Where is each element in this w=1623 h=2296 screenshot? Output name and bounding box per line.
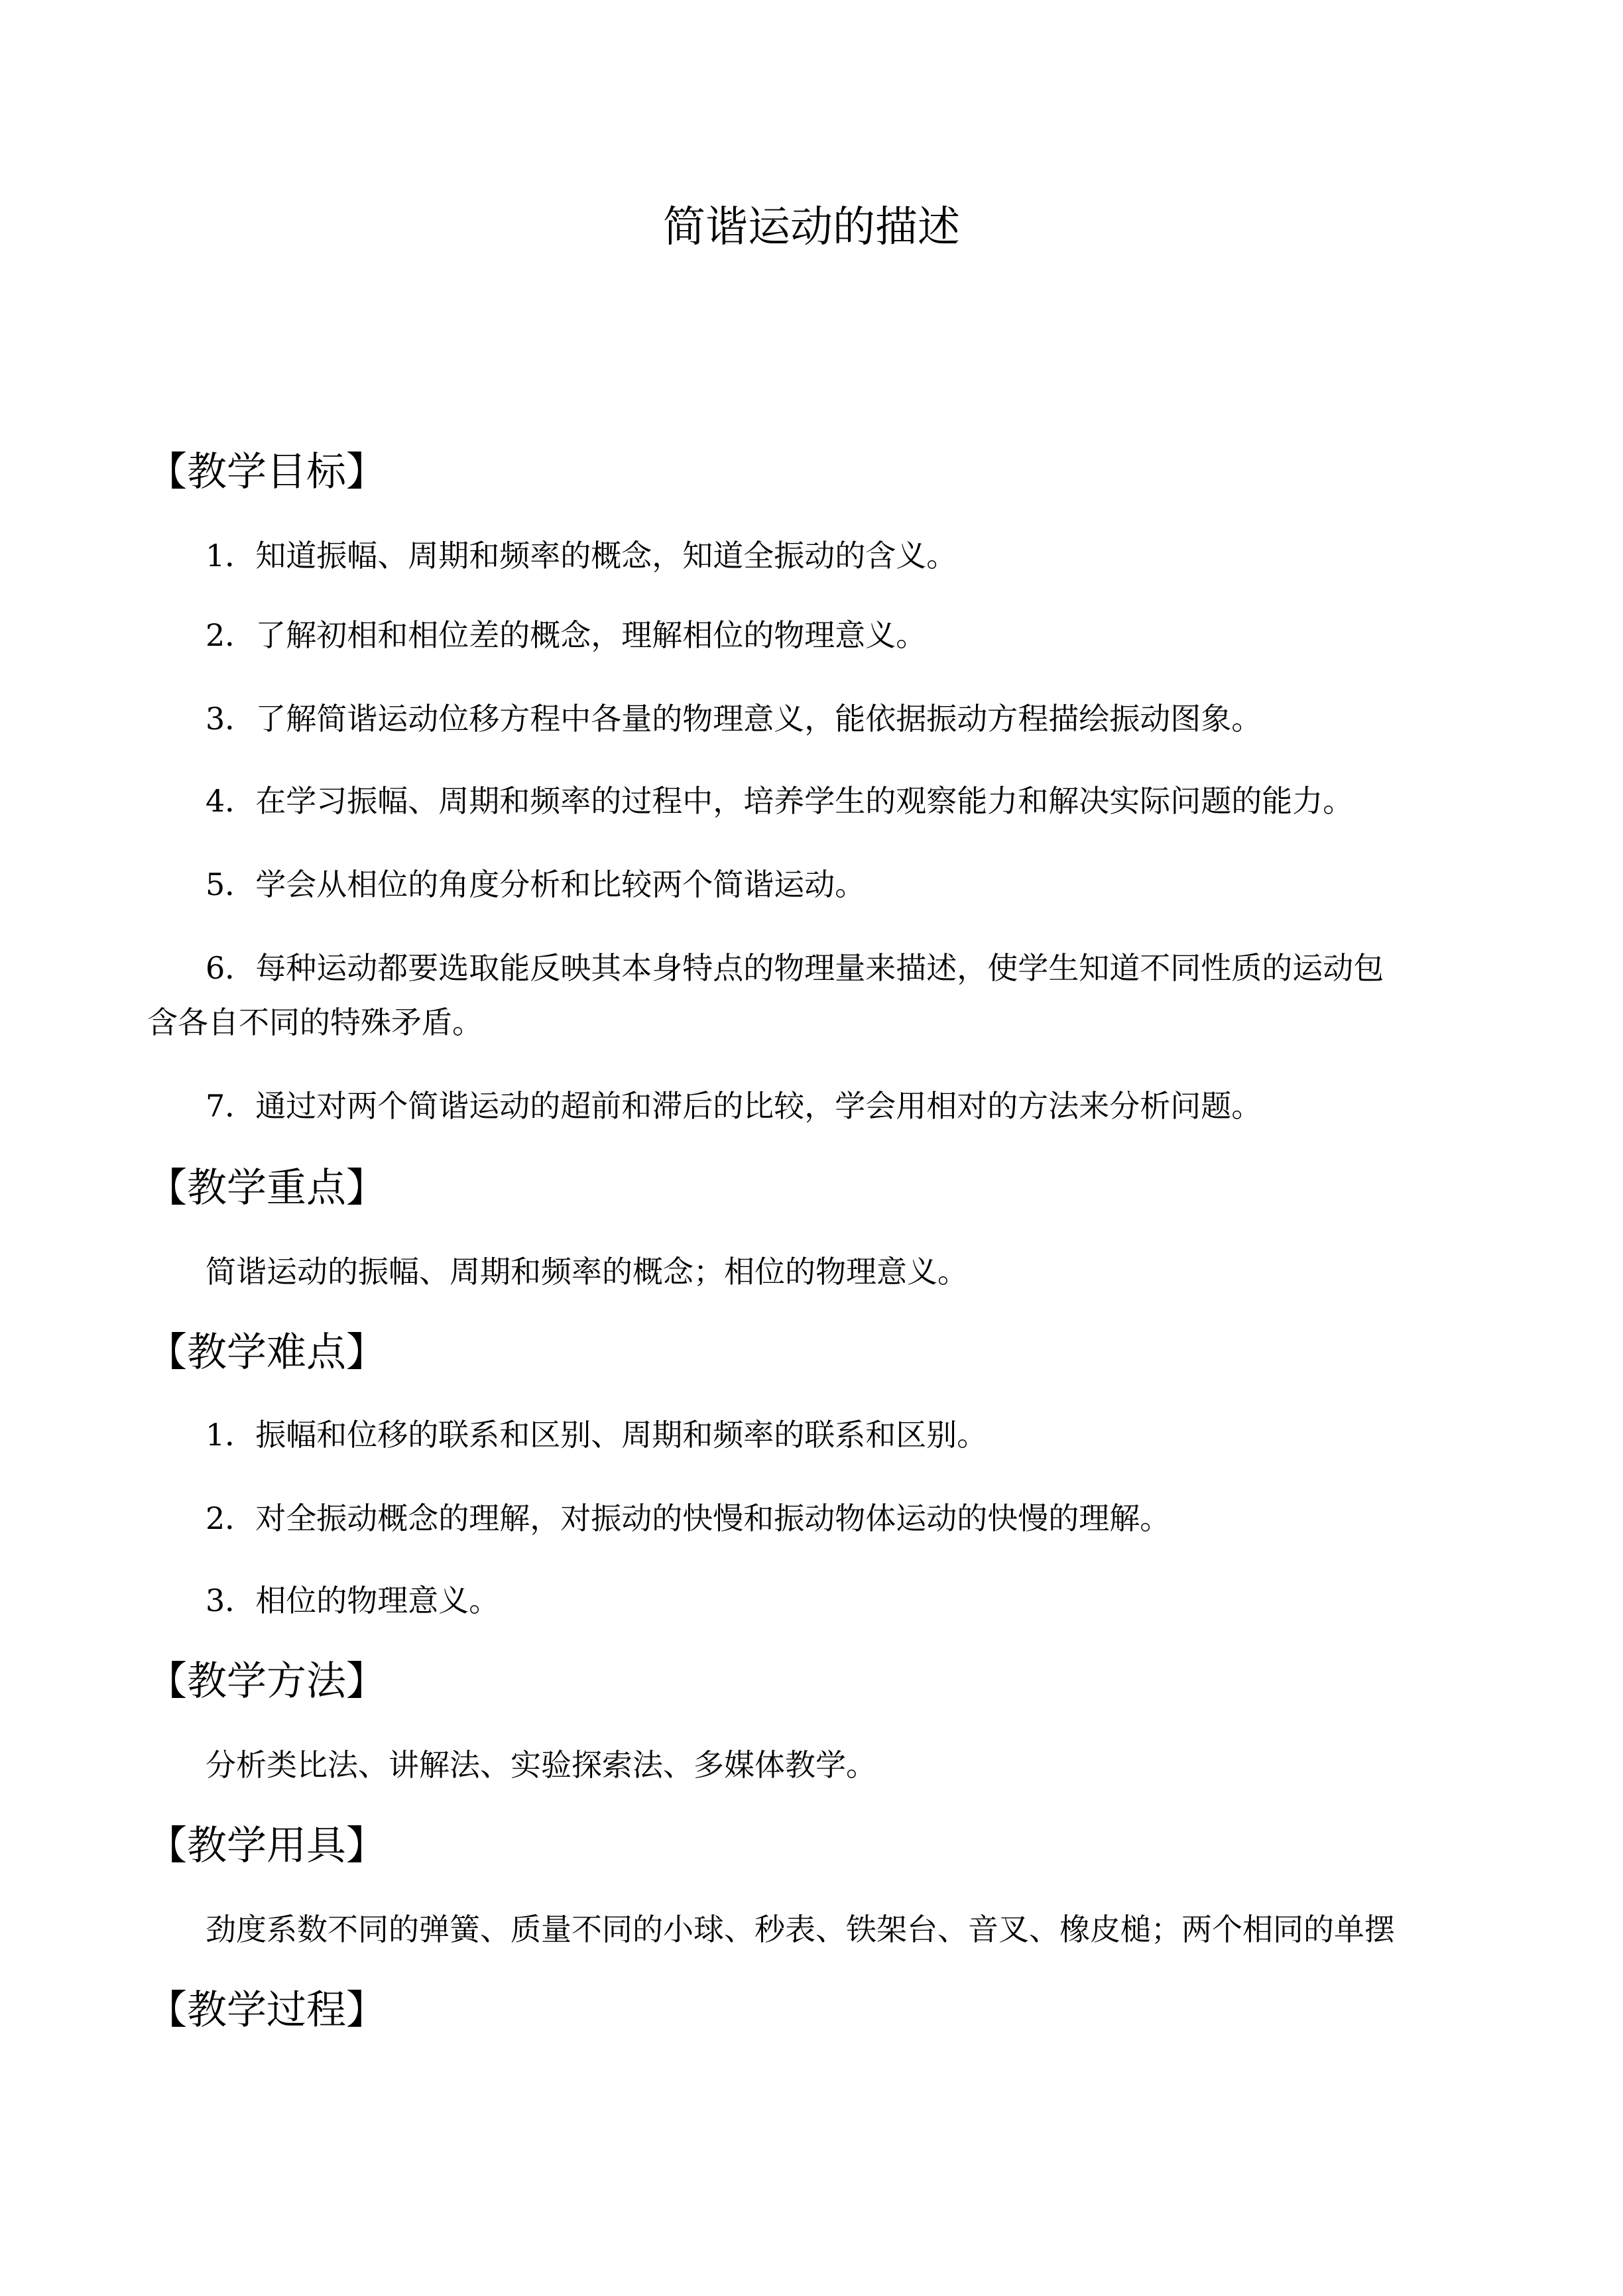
objective-item-4: 4．在学习振幅、周期和频率的过程中，培养学生的观察能力和解决实际问题的能力。 — [206, 783, 1354, 819]
methods-text: 分析类比法、讲解法、实验探索法、多媒体教学。 — [206, 1747, 876, 1783]
page-title: 简谐运动的描述 — [663, 203, 960, 252]
section-heading-tools: 【教学用具】 — [147, 1823, 386, 1869]
section-heading-process: 【教学过程】 — [147, 1987, 386, 2033]
tools-text: 劲度系数不同的弹簧、质量不同的小球、秒表、铁架台、音叉、橡皮槌；两个相同的单摆 — [206, 1911, 1395, 1947]
section-heading-methods: 【教学方法】 — [147, 1658, 386, 1705]
difficulty-item-1: 1．振幅和位移的联系和区别、周期和频率的联系和区别。 — [206, 1417, 988, 1453]
objective-item-1: 1．知道振幅、周期和频率的概念，知道全振动的含义。 — [206, 538, 957, 574]
key-points-text: 简谐运动的振幅、周期和频率的概念；相位的物理意义。 — [206, 1254, 968, 1290]
objective-item-6-continued: 含各自不同的特殊矛盾。 — [147, 1004, 483, 1040]
objective-item-5: 5．学会从相位的角度分析和比较两个简谐运动。 — [206, 867, 866, 902]
objective-item-7: 7．通过对两个简谐运动的超前和滞后的比较，学会用相对的方法来分析问题。 — [206, 1088, 1262, 1124]
difficulty-item-3: 3．相位的物理意义。 — [206, 1583, 500, 1618]
section-heading-objectives: 【教学目标】 — [147, 449, 386, 495]
section-heading-difficulties: 【教学难点】 — [147, 1329, 386, 1376]
objective-item-6: 6．每种运动都要选取能反映其本身特点的物理量来描述，使学生知道不同性质的运动包 — [206, 950, 1384, 986]
objective-item-2: 2．了解初相和相位差的概念，理解相位的物理意义。 — [206, 617, 927, 653]
section-heading-key-points: 【教学重点】 — [147, 1165, 386, 1211]
difficulty-item-2: 2．对全振动概念的理解，对振动的快慢和振动物体运动的快慢的理解。 — [206, 1500, 1171, 1536]
objective-item-3: 3．了解简谐运动位移方程中各量的物理意义，能依据振动方程描绘振动图象。 — [206, 701, 1262, 737]
